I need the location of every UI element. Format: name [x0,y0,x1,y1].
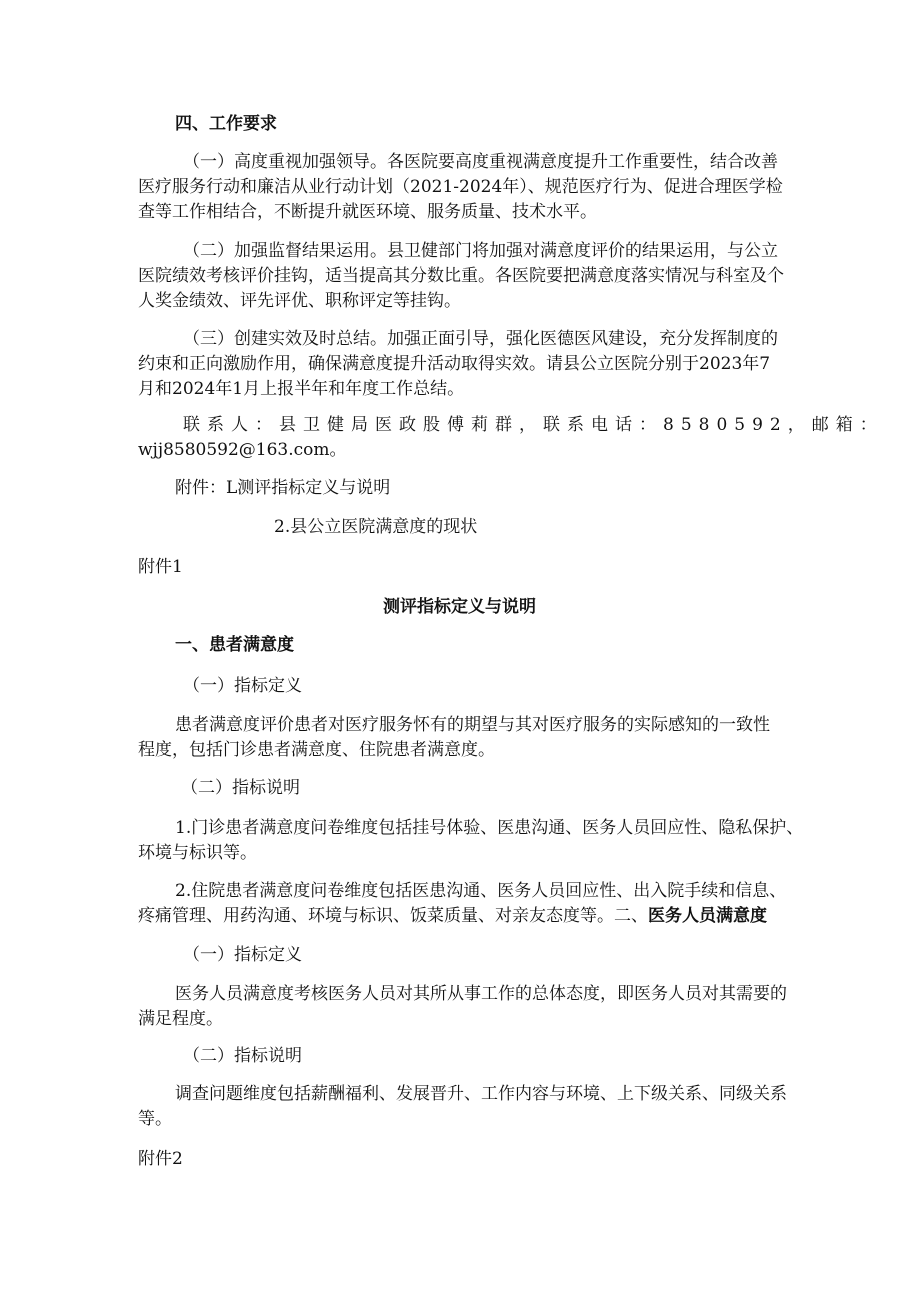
subheading-indicator-definition-1: （一）指标定义 [183,676,302,696]
annex-2-label: 附件2 [138,1149,183,1169]
inpatient-item-text: 疼痛管理、用药沟通、环境与标识、饭菜质量、对亲友态度等。二、 [138,906,648,926]
patient-definition-line-1: 患者满意度评价患者对医疗服务怀有的期望与其对医疗服务的实际感知的一致性 [175,715,770,735]
staff-description-line-1: 调查问题维度包括薪酬福利、发展晋升、工作内容与环境、上下级关系、同级关系 [175,1084,787,1104]
paragraph-2-line-3: 人奖金绩效、评先评优、职称评定等挂钩。 [138,291,461,311]
staff-definition-line-1: 医务人员满意度考核医务人员对其所从事工作的总体态度，即医务人员对其需要的 [175,984,787,1004]
inpatient-item-line-2 [138,905,767,927]
subheading-indicator-explanation-2: （二）指标说明 [183,1046,302,1066]
contact-line-2: wjj8580592@163.com。 [138,440,347,460]
patient-definition-line-2: 程度，包括门诊患者满意度、住院患者满意度。 [138,740,495,760]
paragraph-3-line-2: 约束和正向激励作用，确保满意度提升活动取得实效。请县公立医院分别于2023年7 [138,354,771,374]
heading-patient-satisfaction: 一、患者满意度 [175,635,294,655]
subheading-indicator-definition-2: （一）指标定义 [183,945,302,965]
subheading-indicator-explanation-1: （二）指标说明 [181,778,300,798]
annex-1-title: 测评指标定义与说明 [383,597,536,617]
staff-description-line-2: 等。 [138,1109,172,1129]
paragraph-2-line-1: （二）加强监督结果运用。县卫健部门将加强对满意度评价的结果运用，与公立 [183,241,778,261]
paragraph-1-line-2: 医疗服务行动和廉洁从业行动计划（2021-2024年）、规范医疗行为、促进合理医学检 [138,177,783,197]
paragraph-3-line-3: 月和2024年1月上报半年和年度工作总结。 [138,379,465,399]
paragraph-1-line-1: （一）高度重视加强领导。各医院要高度重视满意度提升工作重要性，结合改善 [183,152,778,172]
section-heading-work-requirements: 四、工作要求 [175,114,277,134]
heading-staff-satisfaction: 医务人员满意度 [648,906,767,926]
paragraph-2-line-2: 医院绩效考核评价挂钩，适当提高其分数比重。各医院要把满意度落实情况与科室及个 [138,266,784,286]
annex-1-label: 附件1 [138,557,183,577]
inpatient-item-line-1: 2.住院患者满意度问卷维度包括医患沟通、医务人员回应性、出入院手续和信息、 [175,881,787,901]
outpatient-item-line-1: 1.门诊患者满意度问卷维度包括挂号体验、医患沟通、医务人员回应性、隐私保护、 [175,818,804,838]
attachments-item-2: 2.县公立医院满意度的现状 [274,517,478,537]
paragraph-3-line-1: （三）创建实效及时总结。加强正面引导，强化医德医风建设，充分发挥制度的 [183,329,778,349]
contact-line-1: 联系人：县卫健局医政股傅莉群，联系电话：8580592，邮箱： [183,415,884,435]
staff-definition-line-2: 满足程度。 [138,1009,223,1029]
outpatient-item-line-2: 环境与标识等。 [138,843,257,863]
paragraph-1-line-3: 查等工作相结合，不断提升就医环境、服务质量、技术水平。 [138,202,597,222]
attachments-label: 附件：L测评指标定义与说明 [175,478,391,498]
